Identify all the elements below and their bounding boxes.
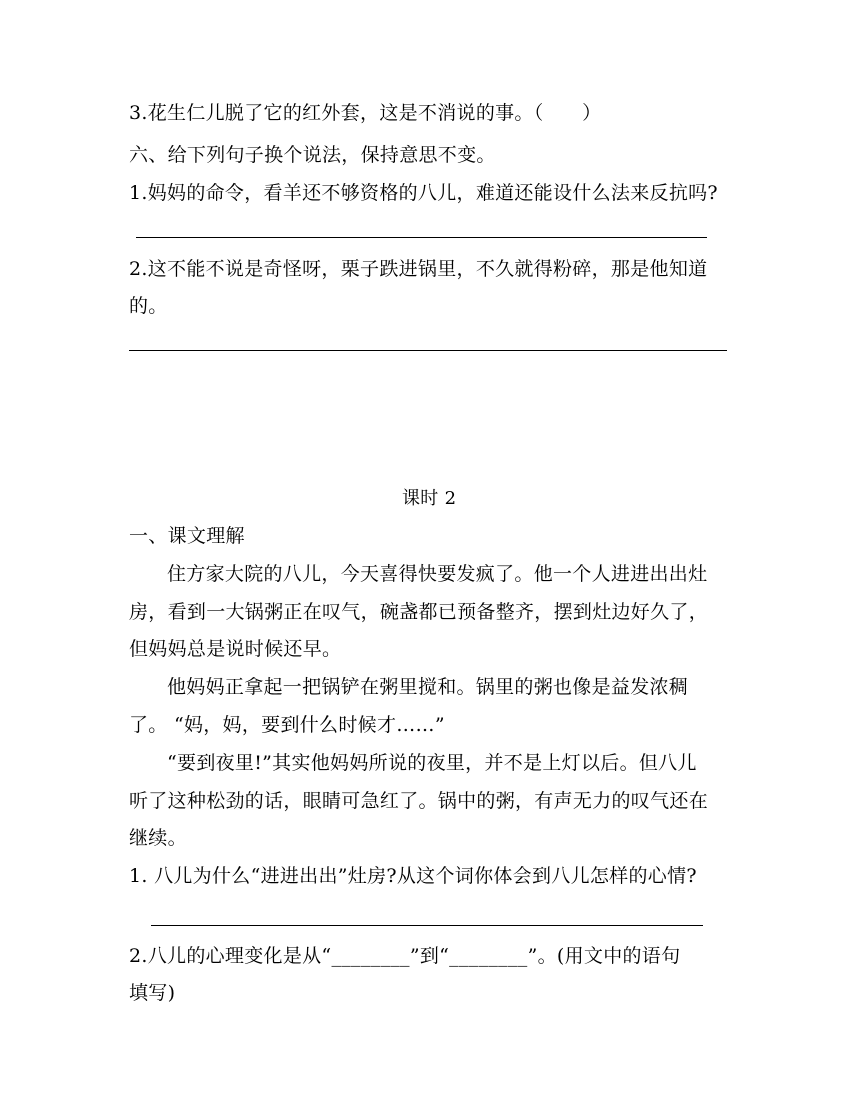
passage-line: 住方家大院的八儿，今天喜得快要发疯了。他一个人进进出出灶 [167, 563, 708, 585]
lesson-question-2-line-2: 填写) [129, 982, 176, 1004]
section-six-heading: 六、给下列句子换个说法，保持意思不变。 [129, 144, 496, 166]
lesson-question-1: 1. 八儿为什么“进进出出”灶房?从这个词你体会到八儿怎样的心情? [129, 865, 697, 887]
passage-line: “要到夜里!”其实他妈妈所说的夜里，并不是上灯以后。但八儿 [167, 752, 697, 774]
passage-line: 了。 “妈，妈，要到什么时候才……” [129, 714, 445, 736]
answer-line-2[interactable] [129, 350, 727, 351]
passage-line: 但妈妈总是说时候还早。 [129, 638, 342, 660]
question-3-text: 3.花生仁儿脱了它的红外套，这是不消说的事。（ ） [129, 102, 602, 124]
passage-line: 听了这种松劲的话，眼睛可急红了。锅中的粥，有声无力的叹气还在 [129, 790, 709, 812]
passage-line: 房，看到一大锅粥正在叹气，碗盏都已预备整齐，摆到灶边好久了， [129, 601, 709, 623]
answer-line-3[interactable] [151, 925, 703, 926]
section-six-question-1: 1.妈妈的命令，看羊还不够资格的八儿，难道还能设什么法来反抗吗? [129, 182, 718, 204]
section-one-heading: 一、课文理解 [129, 525, 245, 547]
passage-line: 他妈妈正拿起一把锅铲在粥里搅和。锅里的粥也像是益发浓稠 [167, 676, 689, 698]
section-six-question-2-line-2: 的。 [129, 295, 168, 317]
lesson-title: 课时 2 [402, 488, 457, 509]
passage-line: 继续。 [129, 827, 187, 849]
answer-line-1[interactable] [136, 237, 707, 238]
lesson-question-2-line-1: 2.八儿的心理变化是从“________”到“________”。(用文中的语句 [129, 945, 681, 967]
section-six-question-2-line-1: 2.这不能不说是奇怪呀，栗子跌进锅里，不久就得粉碎，那是他知道 [129, 258, 708, 280]
